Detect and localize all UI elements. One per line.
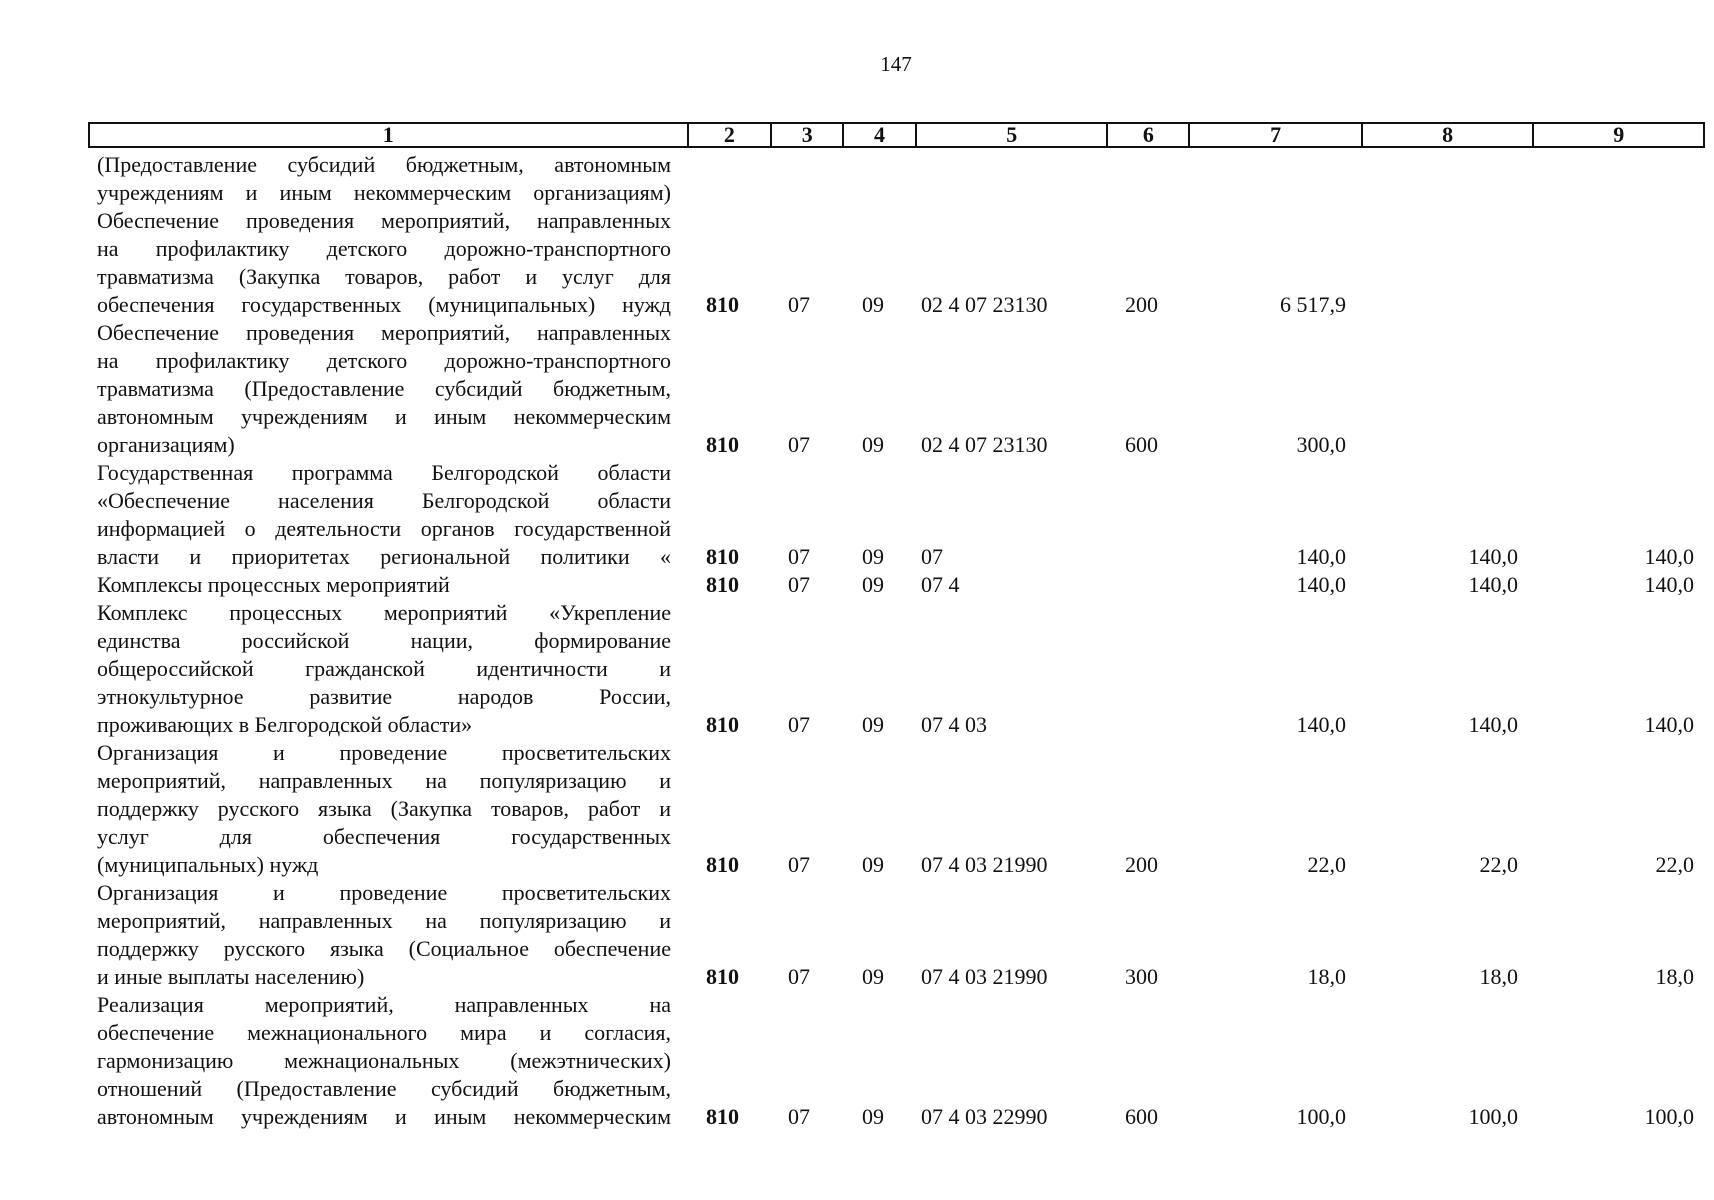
table-row — [0, 599, 1714, 739]
header-col-7: 7 — [1188, 124, 1361, 146]
description-line: организациям) — [97, 432, 235, 457]
description-line: учреждениям и иным некоммерческим организациям) — [97, 180, 671, 205]
cell-col-7: 22,0 — [1307, 852, 1346, 877]
cell-col-7: 100,0 — [1296, 1104, 1346, 1129]
cell-col-3: 07 — [788, 544, 810, 569]
cell-col-4: 09 — [862, 292, 884, 317]
description-line: услуг для обеспечения государственных — [97, 824, 671, 849]
cell-col-9: 140,0 — [1644, 572, 1694, 597]
cell-col-3: 07 — [788, 292, 810, 317]
description-line: на профилактику детского дорожно-транспортного — [97, 236, 671, 261]
cell-col-8: 140,0 — [1468, 544, 1518, 569]
cell-col-8: 140,0 — [1468, 572, 1518, 597]
cell-col-2: 810 — [706, 852, 739, 877]
cell-col-8: 140,0 — [1468, 712, 1518, 737]
cell-col-8: 22,0 — [1479, 852, 1518, 877]
cell-col-6: 200 — [1125, 292, 1158, 317]
cell-col-4: 09 — [862, 852, 884, 877]
cell-col-5: 07 4 03 21990 — [921, 852, 1048, 877]
cell-col-7: 140,0 — [1296, 544, 1346, 569]
cell-col-3: 07 — [788, 1104, 810, 1129]
description-line: (Предоставление субсидий бюджетным, автономным — [97, 152, 671, 177]
description-line: отношений (Предоставление субсидий бюджетным, — [97, 1076, 671, 1101]
cell-col-6: 600 — [1125, 1104, 1158, 1129]
cell-col-4: 09 — [862, 544, 884, 569]
cell-col-9: 140,0 — [1644, 544, 1694, 569]
description-line: (муниципальных) нужд — [97, 852, 319, 877]
description-line: автономным учреждениям и иным некоммерческим — [97, 404, 671, 429]
cell-col-4: 09 — [862, 964, 884, 989]
cell-col-4: 09 — [862, 432, 884, 457]
header-col-9: 9 — [1532, 124, 1703, 146]
description-line: Обеспечение проведения мероприятий, направленных — [97, 208, 671, 233]
cell-col-6: 200 — [1125, 852, 1158, 877]
table-row — [0, 571, 1714, 599]
cell-col-5: 02 4 07 23130 — [921, 432, 1048, 457]
cell-col-9: 22,0 — [1655, 852, 1694, 877]
cell-col-2: 810 — [706, 572, 739, 597]
description-line: общероссийской гражданской идентичности и — [97, 656, 671, 681]
cell-col-5: 02 4 07 23130 — [921, 292, 1048, 317]
cell-col-6: 600 — [1125, 432, 1158, 457]
row-values — [0, 571, 1714, 599]
description-line: власти и приоритетах региональной политики « — [97, 544, 671, 569]
table-row — [0, 739, 1714, 879]
cell-col-7: 6 517,9 — [1280, 292, 1346, 317]
table-row — [0, 991, 1714, 1131]
cell-col-2: 810 — [706, 712, 739, 737]
description-line: Организация и проведение просветительских — [97, 880, 671, 905]
description-line: Государственная программа Белгородской области — [97, 460, 671, 485]
description-line: единства российской нации, формирование — [97, 628, 671, 653]
cell-col-7: 300,0 — [1296, 432, 1346, 457]
table-row — [0, 459, 1714, 571]
row-values — [0, 543, 1714, 571]
header-col-6: 6 — [1106, 124, 1188, 146]
page-number: 147 — [880, 52, 912, 76]
table-header — [88, 122, 1705, 148]
cell-col-3: 07 — [788, 852, 810, 877]
row-values — [0, 851, 1714, 879]
description-line: обеспечение межнационального мира и согласия, — [97, 1020, 671, 1045]
cell-col-5: 07 4 — [921, 572, 960, 597]
row-values — [0, 431, 1714, 459]
cell-col-8: 18,0 — [1479, 964, 1518, 989]
table-row — [0, 207, 1714, 319]
cell-col-7: 18,0 — [1307, 964, 1346, 989]
row-values — [0, 1103, 1714, 1131]
description-line: «Обеспечение населения Белгородской области — [97, 488, 671, 513]
cell-col-5: 07 4 03 22990 — [921, 1104, 1048, 1129]
description-line: поддержку русского языка (Закупка товаров, работ и — [97, 796, 671, 821]
row-values — [0, 179, 1714, 207]
description-line: Комплекс процессных мероприятий «Укрепление — [97, 600, 671, 625]
description-line: на профилактику детского дорожно-транспортного — [97, 348, 671, 373]
table-row — [0, 319, 1714, 459]
cell-col-8: 100,0 — [1468, 1104, 1518, 1129]
description-line: травматизма (Закупка товаров, работ и услуг для — [97, 264, 671, 289]
header-col-1: 1 — [382, 122, 394, 147]
cell-col-4: 09 — [862, 712, 884, 737]
cell-col-4: 09 — [862, 572, 884, 597]
table-row — [0, 879, 1714, 991]
cell-col-5: 07 4 03 — [921, 712, 987, 737]
header-col-3: 3 — [770, 124, 842, 146]
description-line: травматизма (Предоставление субсидий бюджетным, — [97, 376, 671, 401]
cell-col-6: 300 — [1125, 964, 1158, 989]
cell-col-2: 810 — [706, 1104, 739, 1129]
cell-col-7: 140,0 — [1296, 712, 1346, 737]
cell-col-9: 100,0 — [1644, 1104, 1694, 1129]
cell-col-9: 140,0 — [1644, 712, 1694, 737]
description-line: автономным учреждениям и иным некоммерческим — [97, 1104, 671, 1129]
cell-col-3: 07 — [788, 712, 810, 737]
description-line: мероприятий, направленных на популяризацию и — [97, 908, 671, 933]
table-row — [0, 151, 1714, 207]
header-col-4: 4 — [842, 124, 915, 146]
description-line: Организация и проведение просветительских — [97, 740, 671, 765]
description-line: этнокультурное развитие народов России, — [97, 684, 671, 709]
cell-col-2: 810 — [706, 432, 739, 457]
description-line: Реализация мероприятий, направленных на — [97, 992, 671, 1017]
cell-col-7: 140,0 — [1296, 572, 1346, 597]
description-line: и иные выплаты населению) — [97, 964, 365, 989]
description-line: Обеспечение проведения мероприятий, направленных — [97, 320, 671, 345]
header-col-5: 5 — [915, 124, 1107, 146]
cell-col-5: 07 4 03 21990 — [921, 964, 1048, 989]
row-values — [0, 963, 1714, 991]
cell-col-3: 07 — [788, 572, 810, 597]
description-line: обеспечения государственных (муниципальных) нужд — [97, 292, 671, 317]
table-body — [0, 151, 1714, 1131]
cell-col-4: 09 — [862, 1104, 884, 1129]
cell-col-2: 810 — [706, 292, 739, 317]
header-col-2: 2 — [687, 124, 771, 146]
cell-col-9: 18,0 — [1655, 964, 1694, 989]
cell-col-5: 07 — [921, 544, 943, 569]
description-line: проживающих в Белгородской области» — [97, 712, 473, 737]
cell-col-2: 810 — [706, 544, 739, 569]
description-line: Комплексы процессных мероприятий — [97, 572, 450, 597]
description-line: гармонизацию межнациональных (межэтнических) — [97, 1048, 671, 1073]
cell-col-3: 07 — [788, 964, 810, 989]
cell-col-3: 07 — [788, 432, 810, 457]
cell-col-2: 810 — [706, 964, 739, 989]
description-line: мероприятий, направленных на популяризацию и — [97, 768, 671, 793]
header-col-8: 8 — [1361, 124, 1533, 146]
row-values — [0, 711, 1714, 739]
description-line: поддержку русского языка (Социальное обеспечение — [97, 936, 671, 961]
description-line: информацией о деятельности органов государственной — [97, 516, 671, 541]
row-values — [0, 291, 1714, 319]
